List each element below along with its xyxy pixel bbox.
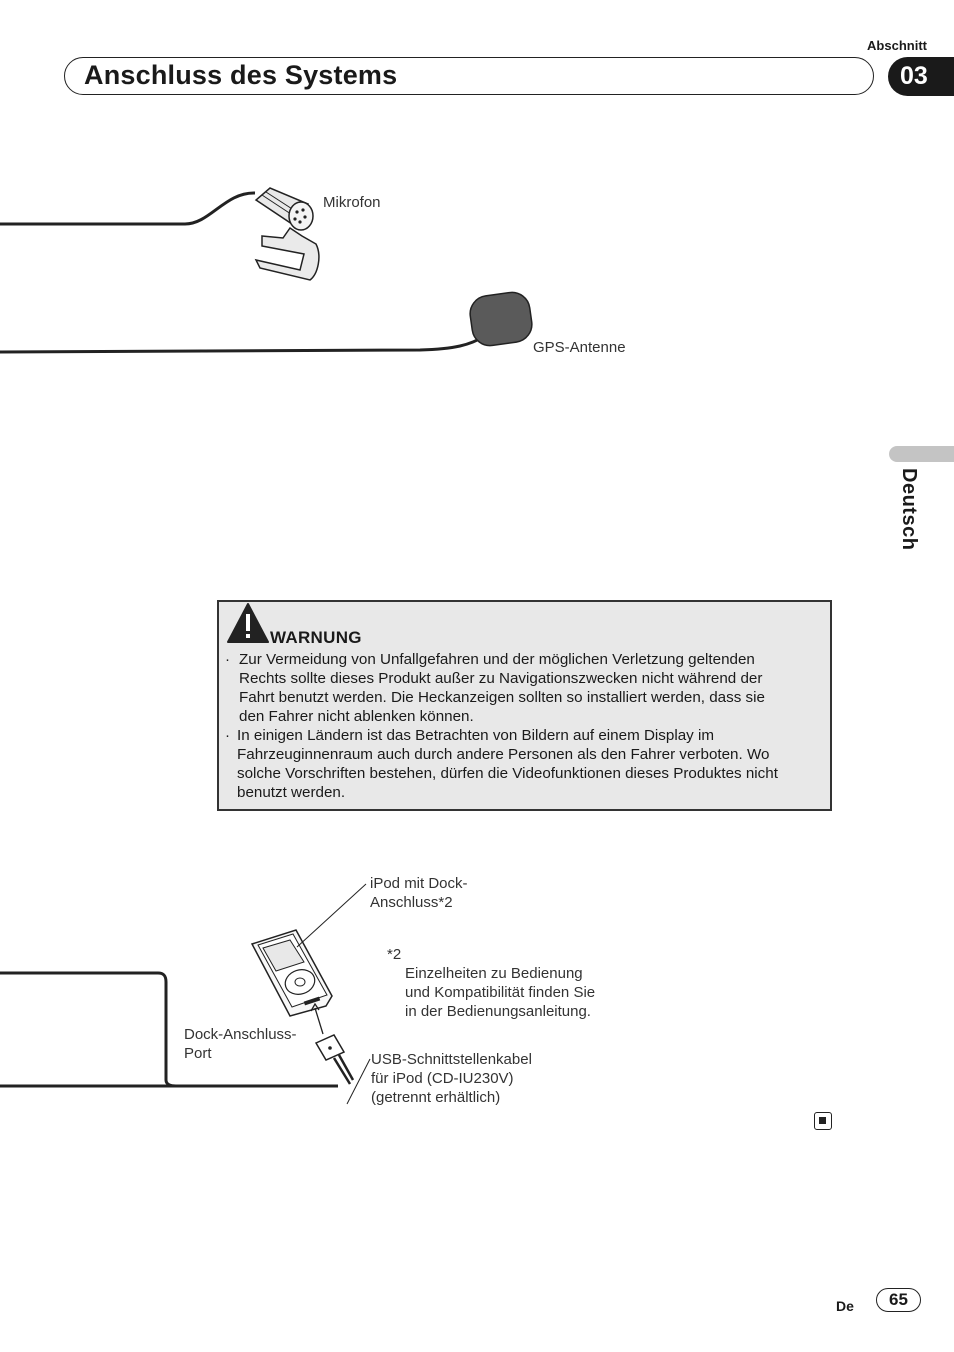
- ipod-label: iPod mit Dock- Anschluss*2: [370, 875, 468, 911]
- footnote-marker: *2: [387, 946, 402, 963]
- ipod-leader-line: [297, 884, 366, 947]
- footer-language-code: De: [836, 1298, 854, 1314]
- microphone-cable: [0, 193, 255, 224]
- footnote-text: Einzelheiten zu Bedienung und Kompatibilität finden Sie in der Bedienungsanleitung.: [405, 965, 596, 1020]
- gps-antenna-icon: [468, 290, 534, 348]
- warning-item-1: Zur Vermeidung von Unfallgefahren und der möglichen Verletzung geltenden Rechts sollte dieses Produkt außer zu Navigationszwecken nicht während der Fahrt benutzt werden. Die Heckanzeigen sollten so installiert werden, dass sie den Fahrer nicht ablenken können.: [239, 651, 765, 725]
- section-label: Abschnitt: [867, 38, 927, 53]
- gps-antenna-cable: [0, 336, 485, 352]
- usb-connector-icon: [316, 1035, 353, 1084]
- usb-cable-label: USB-Schnittstellenkabel für iPod (CD-IU230V) (getrennt erhältlich): [371, 1051, 532, 1106]
- gps-antenna-label: GPS-Antenne: [533, 339, 626, 356]
- dock-port-label: Dock-Anschluss- Port: [184, 1026, 297, 1062]
- usb-leader-line: [347, 1059, 370, 1104]
- language-tab-label: Deutsch: [898, 468, 920, 551]
- section-number-badge: 03: [888, 57, 954, 96]
- warning-item-2: In einigen Ländern ist das Betrachten von Bildern auf einem Display im Fahrzeuginnenraum auch durch andere Personen als den Fahrer verboten. Wo solche Vorschriften bestehen, dürfen die Videofunktionen dieses Produktes nicht benutzt werden.: [237, 727, 778, 801]
- end-of-section-icon: [814, 1112, 832, 1130]
- microphone-icon: [256, 188, 319, 280]
- dock-arrow: [315, 1008, 323, 1034]
- page-title: Anschluss des Systems: [84, 60, 398, 90]
- ipod-icon: [252, 930, 332, 1016]
- microphone-label: Mikrofon: [323, 194, 381, 211]
- warning-bullet: ·: [225, 651, 230, 668]
- warning-bullet: ·: [225, 727, 230, 744]
- warning-title: WARNUNG: [270, 628, 362, 647]
- page-number: 65: [876, 1288, 921, 1312]
